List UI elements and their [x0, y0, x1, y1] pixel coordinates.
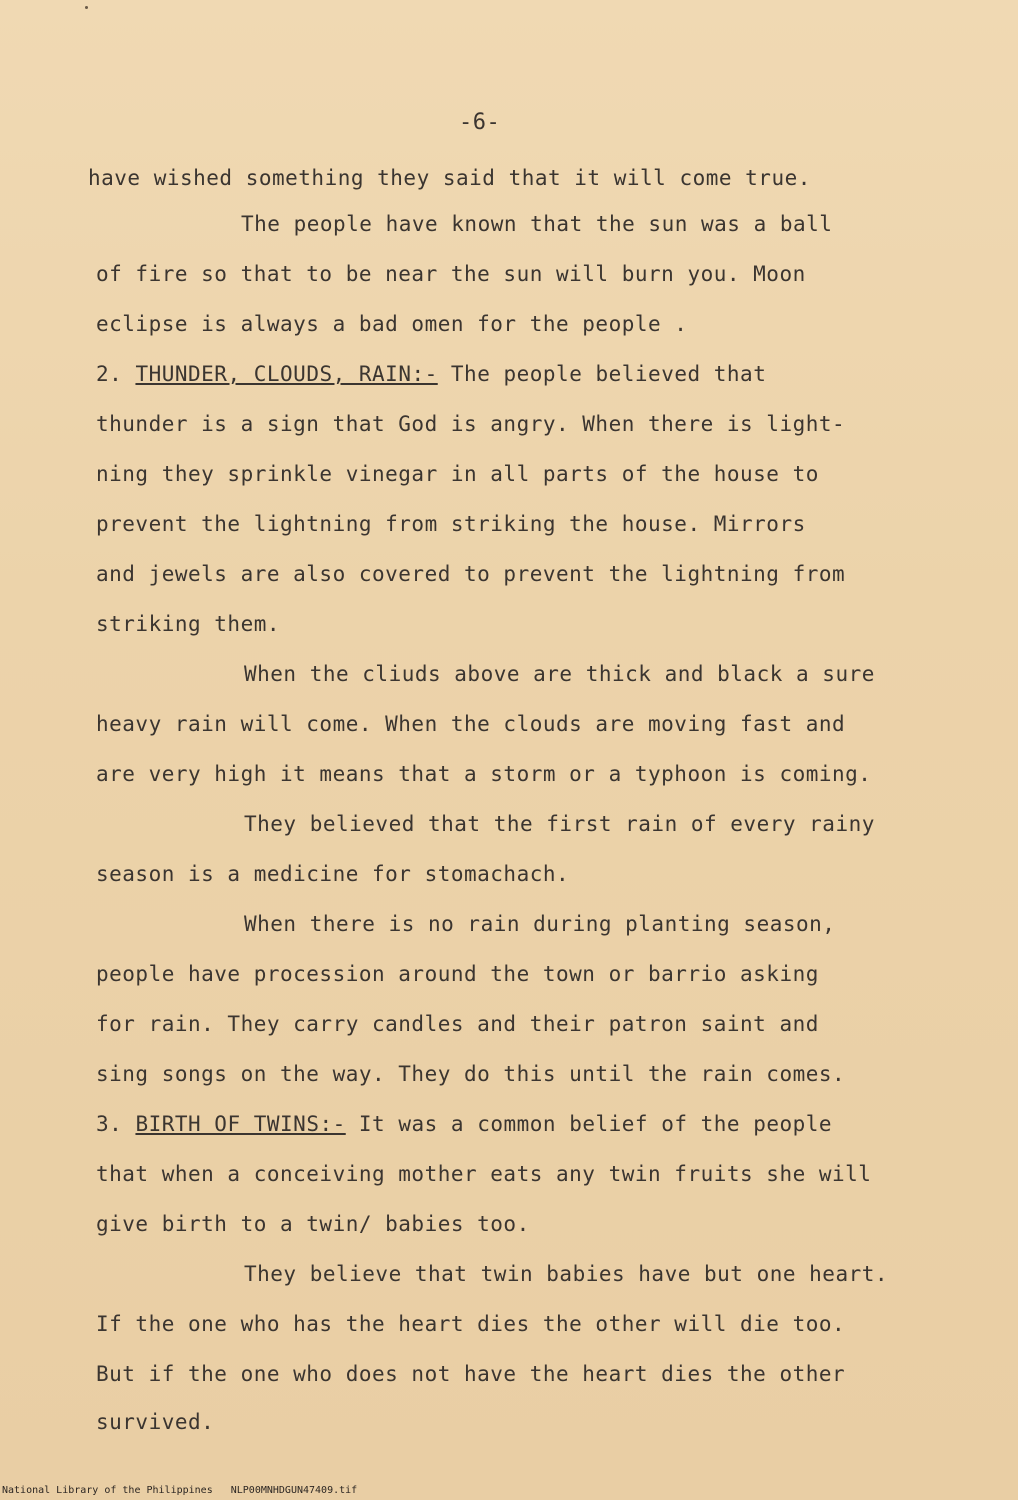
- text-line: prevent the lightning from striking the house. Mirrors: [96, 512, 806, 536]
- text-line: They believe that twin babies have but one heart.: [244, 1262, 889, 1286]
- page-number: -6-: [459, 110, 501, 135]
- text-line: When there is no rain during planting season,: [244, 912, 836, 936]
- text-line: They believed that the first rain of every rainy: [244, 812, 875, 836]
- text-line: heavy rain will come. When the clouds are moving fast and: [96, 712, 846, 736]
- text-line: eclipse is always a bad omen for the people .: [96, 312, 688, 336]
- text-line: people have procession around the town or barrio asking: [96, 962, 819, 986]
- text-line: for rain. They carry candles and their patron saint and: [96, 1012, 819, 1036]
- text-line: ning they sprinkle vinegar in all parts of the house to: [96, 462, 819, 486]
- section-title: BIRTH OF TWINS:-: [135, 1112, 346, 1136]
- section-number: 3.: [96, 1112, 123, 1136]
- text-line: sing songs on the way. They do this until the rain comes.: [96, 1062, 846, 1086]
- file-name: NLP00MNHDGUN47409.tif: [230, 1485, 358, 1496]
- section-heading-2: [96, 362, 766, 386]
- paper-speck: [85, 6, 88, 9]
- section-title: THUNDER, CLOUDS, RAIN:-: [135, 362, 438, 386]
- text-line: have wished something they said that it will come true.: [88, 166, 811, 190]
- text-line: that when a conceiving mother eats any twin fruits she will: [96, 1162, 872, 1186]
- text-line: The people believed that: [450, 362, 767, 386]
- text-line: survived.: [96, 1410, 215, 1434]
- scan-footer: [2, 1485, 369, 1496]
- text-line: But if the one who does not have the heart dies the other: [96, 1362, 846, 1386]
- text-line: It was a common belief of the people: [358, 1112, 833, 1136]
- text-line: are very high it means that a storm or a typhoon is coming.: [96, 762, 872, 786]
- text-line: striking them.: [96, 612, 281, 636]
- text-line: of fire so that to be near the sun will burn you. Moon: [96, 262, 806, 286]
- text-line: If the one who has the heart dies the other will die too.: [96, 1312, 846, 1336]
- text-line: season is a medicine for stomachach.: [96, 862, 570, 886]
- section-heading-3: [96, 1112, 832, 1136]
- text-line: When the cliuds above are thick and black a sure: [244, 662, 875, 686]
- section-number: 2.: [96, 362, 123, 386]
- text-line: thunder is a sign that God is angry. When there is light-: [96, 412, 846, 436]
- text-line: The people have known that the sun was a ball: [241, 212, 833, 236]
- text-line: and jewels are also covered to prevent the lightning from: [96, 562, 846, 586]
- text-line: give birth to a twin/ babies too.: [96, 1212, 530, 1236]
- library-credit: National Library of the Philippines: [2, 1485, 213, 1496]
